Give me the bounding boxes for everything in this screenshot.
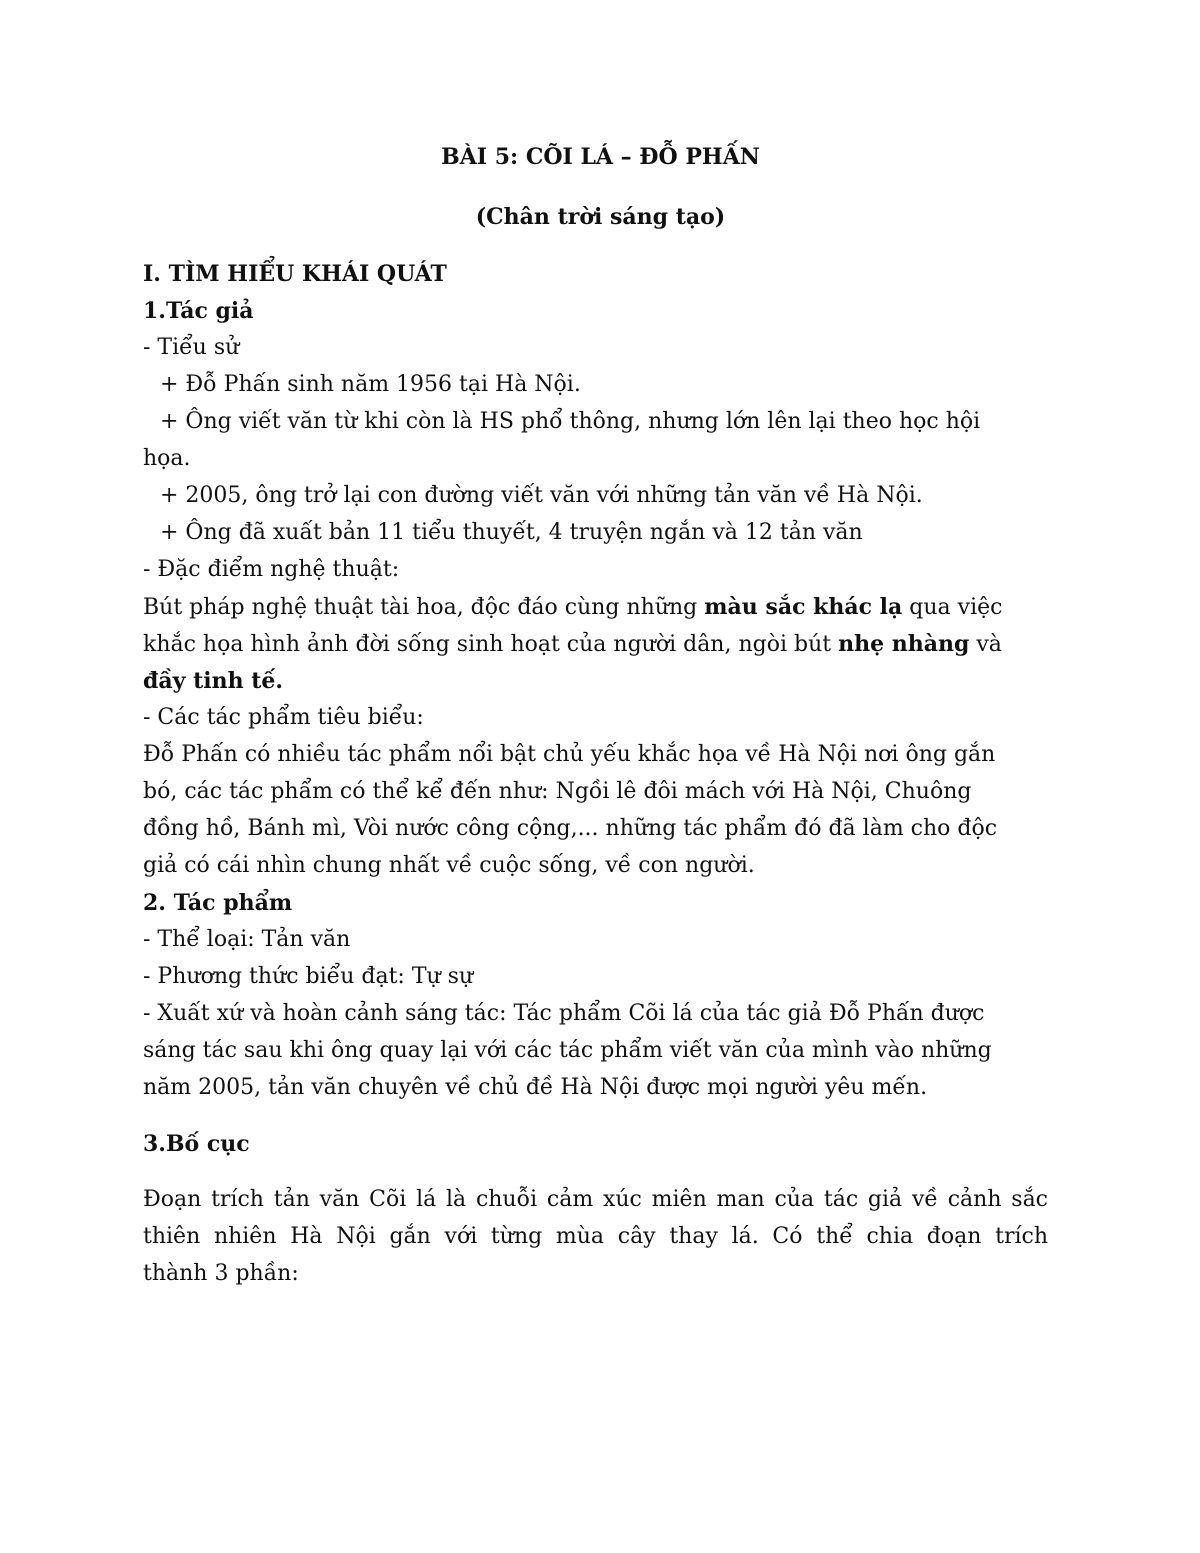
art-emphasis: đầy tinh tế. [143, 668, 284, 694]
origin-paragraph-line: năm 2005, tản văn chuyên về chủ đề Hà Nội được mọi người yêu mến. [143, 1075, 928, 1100]
art-text: và [969, 632, 1002, 657]
art-text: Bút pháp nghệ thuật tài hoa, độc đáo cùng những [143, 595, 705, 620]
layout-paragraph-line: Đoạn trích tản văn Cõi lá là chuỗi cảm xúc miên man của tác giả về cảnh sắc [143, 1187, 1048, 1212]
art-label: - Đặc điểm nghệ thuật: [143, 557, 400, 582]
art-paragraph-line [143, 629, 1002, 660]
layout-paragraph-line: thiên nhiên Hà Nội gắn với từng mùa cây thay lá. Có thể chia đoạn trích [143, 1224, 1048, 1249]
works-paragraph-line: Đỗ Phấn có nhiều tác phẩm nổi bật chủ yếu khắc họa về Hà Nội nơi ông gắn [143, 742, 996, 767]
works-paragraph-line: đồng hồ, Bánh mì, Vòi nước công cộng,... những tác phẩm đó đã làm cho độc [143, 816, 998, 841]
works-label: - Các tác phẩm tiêu biểu: [143, 705, 424, 730]
art-text: khắc họa hình ảnh đời sống sinh hoạt của người dân, ngòi bút [143, 632, 839, 657]
bio-item: + Đỗ Phấn sinh năm 1956 tại Hà Nội. [160, 372, 581, 397]
author-heading: 1.Tác giả [143, 298, 254, 324]
bio-item: + 2005, ông trở lại con đường viết văn với những tản văn về Hà Nội. [160, 483, 923, 508]
bio-label: - Tiểu sử [143, 335, 240, 360]
bio-item-continued: họa. [143, 446, 191, 471]
layout-paragraph-line: thành 3 phần: [143, 1261, 299, 1286]
section-heading: I. TÌM HIỂU KHÁI QUÁT [143, 261, 447, 287]
works-paragraph-line: bó, các tác phẩm có thể kể đến như: Ngồi lê đôi mách với Hà Nội, Chuông [143, 779, 972, 804]
works-paragraph-line: giả có cái nhìn chung nhất về cuộc sống, về con người. [143, 853, 755, 878]
origin-paragraph-line: sáng tác sau khi ông quay lại với các tác phẩm viết văn của mình vào những [143, 1038, 992, 1063]
art-emphasis: màu sắc khác lạ [704, 594, 903, 620]
page-subtitle: (Chân trời sáng tạo) [475, 204, 726, 230]
page-title: BÀI 5: CÕI LÁ – ĐỖ PHẤN [441, 144, 760, 170]
art-text: qua việc [902, 595, 1003, 620]
bio-item: + Ông viết văn từ khi còn là HS phổ thông, nhưng lớn lên lại theo học hội [160, 409, 981, 434]
bio-item: + Ông đã xuất bản 11 tiểu thuyết, 4 truyện ngắn và 12 tản văn [160, 520, 863, 545]
layout-heading: 3.Bố cục [143, 1131, 250, 1157]
origin-paragraph-line: - Xuất xứ và hoàn cảnh sáng tác: Tác phẩm Cõi lá của tác giả Đỗ Phấn được [143, 1001, 985, 1026]
art-emphasis: nhẹ nhàng [838, 631, 970, 657]
work-heading: 2. Tác phẩm [143, 890, 293, 916]
mode-item: - Phương thức biểu đạt: Tự sự [143, 964, 474, 989]
art-paragraph-line [143, 592, 1002, 623]
genre-item: - Thể loại: Tản văn [143, 927, 351, 952]
